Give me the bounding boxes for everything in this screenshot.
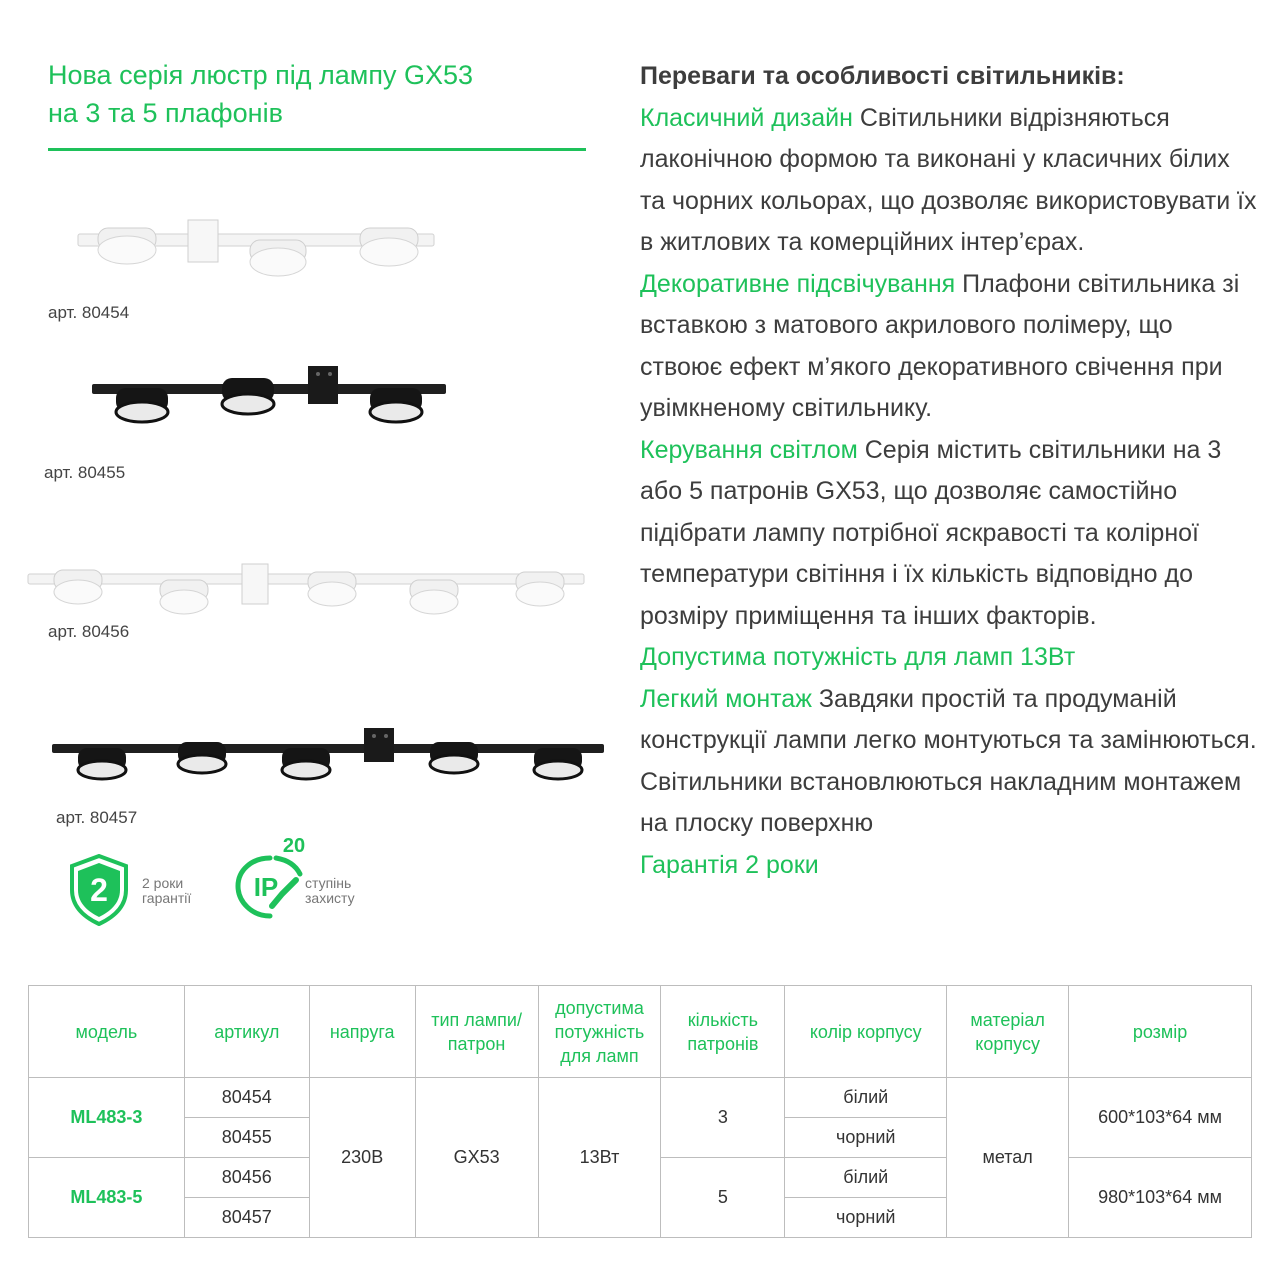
lamp-type-cell: GX53 [415,1078,538,1238]
product-art-80454: арт. 80454 [48,303,130,322]
features-text [640,56,1260,886]
feature-warranty: Гарантія 2 роки [640,850,819,879]
product-image-80457 [50,726,608,786]
spec-table [28,985,1252,1238]
title-line-1: Нова серія люстр під лампу GX53 [48,60,473,90]
feature-light [640,264,1260,430]
ip-number: 20 [282,835,306,857]
ip-label: IP [253,872,279,902]
warranty-caption-line1: 2 роки [142,875,184,891]
ip-caption-line1: ступінь [305,875,352,891]
title-divider [48,148,586,151]
feature-light-text: Плафони світильника зі вставкою з матового акрилового полімеру, що ствоює ефект м’якого декоративного свічення при увімкненому світильнику. [640,269,1240,422]
header-voltage: напруга [309,986,415,1078]
product-art-80457: арт. 80457 [56,808,138,827]
table-row [29,1078,1252,1118]
article-cell: 80456 [184,1158,309,1198]
header-power: допустима потужність для ламп [538,986,661,1078]
voltage-cell: 230В [309,1078,415,1238]
count-cell: 3 [661,1078,785,1158]
model-cell: ML483-3 [29,1078,185,1158]
feature-mount [640,679,1260,845]
material-cell: метал [947,1078,1069,1238]
feature-mount-title: Легкий монтаж [640,684,812,713]
header-article: артикул [184,986,309,1078]
product-art-80455: арт. 80455 [44,463,126,482]
color-cell: білий [785,1078,947,1118]
product-image-80455 [90,362,450,428]
feature-control-text: Серія містить світильники на 3 або 5 патронів GX53, що дозволяє самостійно підібрати лампу потрібної яскравості та колірної температури світіння і їх кількість відповідно до розміру приміщення та інших факторів. [640,435,1222,630]
features-heading: Переваги та особливості світильників: [640,62,1125,90]
ip-caption-line2: захисту [305,890,355,906]
ip-rating-icon [232,832,308,922]
feature-design-title: Класичний дизайн [640,103,853,132]
header-model: модель [29,986,185,1078]
feature-power: Допустима потужність для ламп 13Вт [640,643,1076,671]
size-cell: 600*103*64 мм [1069,1078,1252,1158]
warranty-shield-icon [68,854,130,926]
warranty-caption [142,876,191,906]
header-lamp-type: тип лампи/ патрон [415,986,538,1078]
feature-control-title: Керування світлом [640,435,858,464]
warranty-caption-line2: гарантії [142,890,192,906]
color-cell: чорний [785,1198,947,1238]
article-cell: 80457 [184,1198,309,1238]
title-line-2: на 3 та 5 плафонів [48,98,283,128]
product-image-80456 [26,562,588,618]
article-cell: 80454 [184,1078,309,1118]
header-color: колір корпусу [785,986,947,1078]
page-title [48,56,608,132]
table-header-row [29,986,1252,1078]
feature-light-title: Декоративне підсвічування [640,269,956,298]
color-cell: чорний [785,1118,947,1158]
size-cell: 980*103*64 мм [1069,1158,1252,1238]
product-image-80454 [76,214,438,280]
feature-mount-text: Завдяки простій та продуманій конструкції лампи легко монтуються та замінюються. Світильники встановлюються накладним монтажем на плоску поверхню [640,684,1257,837]
power-cell: 13Вт [538,1078,661,1238]
model-cell: ML483-5 [29,1158,185,1238]
ip-caption [305,876,355,906]
count-cell: 5 [661,1158,785,1238]
article-cell: 80455 [184,1118,309,1158]
header-count: кількість патронів [661,986,785,1078]
warranty-number: 2 [90,872,108,908]
color-cell: білий [785,1158,947,1198]
header-material: матеріал корпусу [947,986,1069,1078]
feature-design [640,98,1260,264]
product-art-80456: арт. 80456 [48,622,130,641]
feature-design-text: Світильники відрізняються лаконічною формою та виконані у класичних білих та чорних кольорах, що дозволяє використовувати їх в житлових та комерційних інтер’єрах. [640,103,1257,256]
header-size: розмір [1069,986,1252,1078]
feature-control [640,430,1260,638]
